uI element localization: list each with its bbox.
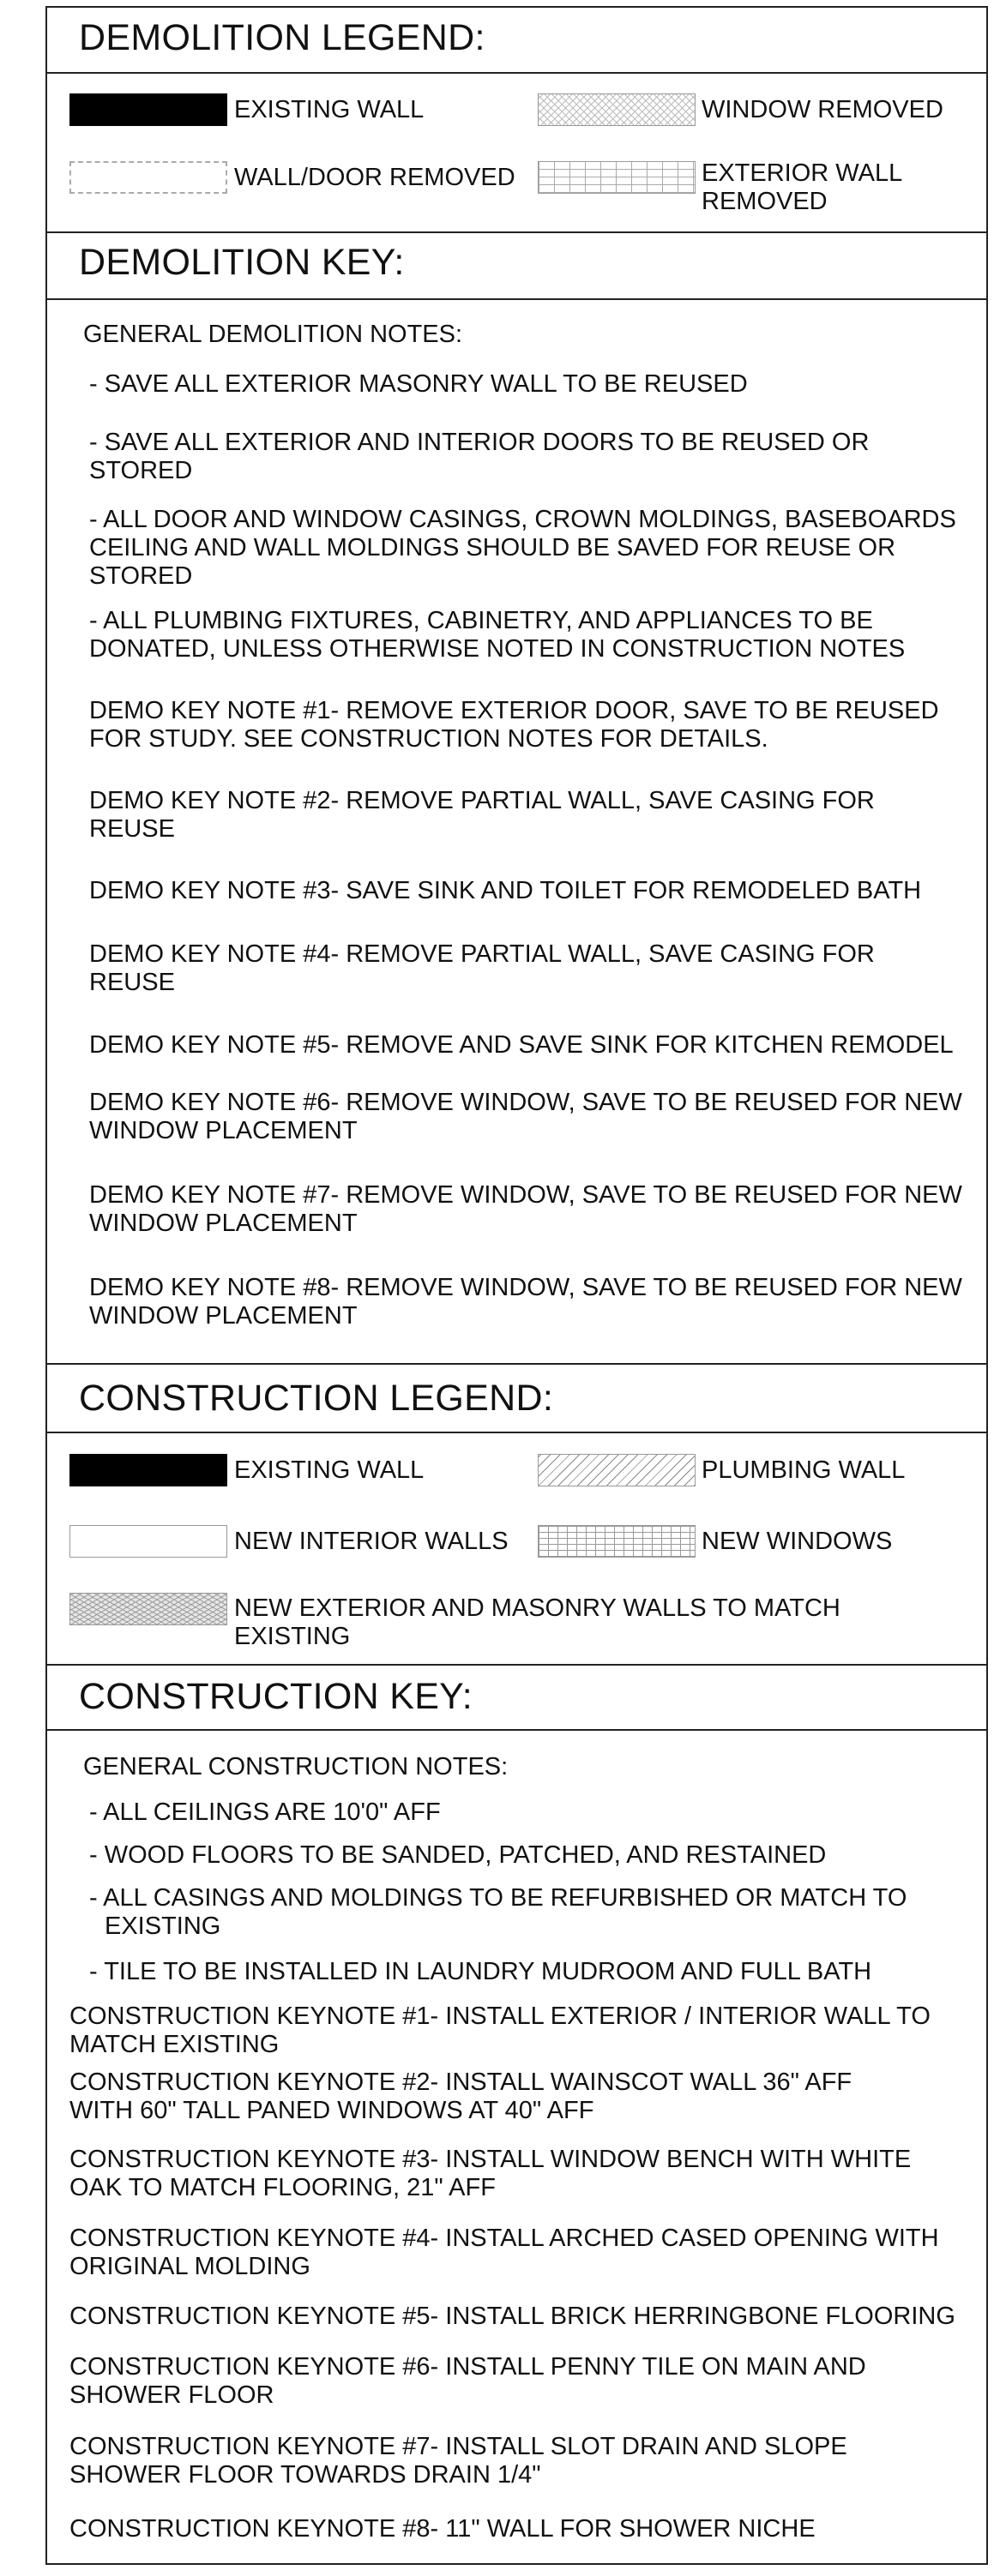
legend-label-wall-door-removed: WALL/DOOR REMOVED	[234, 164, 515, 191]
demo-key-note: DEMO KEY NOTE #3- SAVE SINK AND TOILET FOR REMODELED BATH	[89, 877, 922, 904]
demolition-key-title: DEMOLITION KEY:	[79, 242, 405, 283]
divider	[45, 231, 988, 233]
exterior-wall-removed-swatch	[538, 161, 696, 194]
construction-keynote: CONSTRUCTION KEYNOTE #3- INSTALL WINDOW BENCH WITH WHITE OAK TO MATCH FLOORING, 21" AFF	[69, 2146, 912, 2201]
demolition-general-note: - ALL DOOR AND WINDOW CASINGS, CROWN MOLDINGS, BASEBOARDS CEILING AND WALL MOLDINGS SHOULD BE SAVED FOR REUSE OR STORED	[89, 506, 956, 590]
demolition-general-note: - SAVE ALL EXTERIOR AND INTERIOR DOORS TO BE REUSED OR STORED	[89, 429, 870, 484]
construction-legend-title: CONSTRUCTION LEGEND:	[79, 1378, 554, 1419]
legend-label-new-windows: NEW WINDOWS	[702, 1528, 893, 1555]
existing-wall-swatch	[69, 93, 227, 126]
divider	[45, 1729, 988, 1731]
construction-key-title: CONSTRUCTION KEY:	[79, 1676, 473, 1717]
divider	[45, 1432, 988, 1433]
construction-keynote: CONSTRUCTION KEYNOTE #5- INSTALL BRICK HERRINGBONE FLOORING	[69, 2303, 955, 2330]
plumbing-wall-swatch	[538, 1454, 696, 1486]
new-interior-walls-swatch	[69, 1525, 227, 1558]
construction-general-note: - ALL CEILINGS ARE 10'0" AFF	[89, 1798, 441, 1826]
legend-label-window-removed: WINDOW REMOVED	[702, 96, 943, 123]
construction-keynote: CONSTRUCTION KEYNOTE #6- INSTALL PENNY TILE ON MAIN AND SHOWER FLOOR	[69, 2353, 866, 2409]
demolition-general-note: - SAVE ALL EXTERIOR MASONRY WALL TO BE REUSED	[89, 370, 748, 398]
construction-general-note: - TILE TO BE INSTALLED IN LAUNDRY MUDROOM AND FULL BATH	[89, 1958, 872, 1985]
divider	[45, 72, 988, 74]
new-windows-swatch	[538, 1525, 696, 1558]
divider	[45, 1363, 988, 1365]
general-demolition-notes-heading: GENERAL DEMOLITION NOTES:	[83, 321, 463, 348]
divider	[45, 1664, 988, 1666]
construction-general-note: - ALL CASINGS AND MOLDINGS TO BE REFURBISHED OR MATCH TO EXISTING	[89, 1884, 907, 1940]
legend-label-existing-wall: EXISTING WALL	[234, 96, 425, 123]
divider	[45, 298, 988, 300]
construction-keynote: CONSTRUCTION KEYNOTE #8- 11" WALL FOR SHOWER NICHE	[69, 2515, 816, 2543]
window-removed-swatch	[538, 93, 696, 126]
construction-keynote: CONSTRUCTION KEYNOTE #4- INSTALL ARCHED CASED OPENING WITH ORIGINAL MOLDING	[69, 2225, 939, 2280]
construction-keynote: CONSTRUCTION KEYNOTE #7- INSTALL SLOT DRAIN AND SLOPE SHOWER FLOOR TOWARDS DRAIN 1/4"	[69, 2433, 847, 2489]
demo-key-note: DEMO KEY NOTE #4- REMOVE PARTIAL WALL, SAVE CASING FOR REUSE	[89, 940, 875, 996]
legend-label-new-interior-walls: NEW INTERIOR WALLS	[234, 1528, 509, 1555]
construction-keynote: CONSTRUCTION KEYNOTE #2- INSTALL WAINSCOT WALL 36" AFF WITH 60" TALL PANED WINDOWS AT 40" AFF	[69, 2069, 852, 2124]
demo-key-note: DEMO KEY NOTE #5- REMOVE AND SAVE SINK FOR KITCHEN REMODEL	[89, 1031, 954, 1059]
legend-label-new-exterior-masonry-walls: NEW EXTERIOR AND MASONRY WALLS TO MATCH EXISTING	[234, 1594, 840, 1650]
legend-label-existing-wall: EXISTING WALL	[234, 1456, 425, 1484]
construction-keynote: CONSTRUCTION KEYNOTE #1- INSTALL EXTERIOR / INTERIOR WALL TO MATCH EXISTING	[69, 2003, 931, 2058]
demo-key-note: DEMO KEY NOTE #2- REMOVE PARTIAL WALL, SAVE CASING FOR REUSE	[89, 787, 875, 843]
demo-key-note: DEMO KEY NOTE #1- REMOVE EXTERIOR DOOR, SAVE TO BE REUSED FOR STUDY. SEE CONSTRUCTION NOTES FOR DETAILS.	[89, 697, 939, 753]
general-construction-notes-heading: GENERAL CONSTRUCTION NOTES:	[83, 1753, 509, 1780]
demolition-legend-title: DEMOLITION LEGEND:	[79, 17, 485, 58]
demo-key-note: DEMO KEY NOTE #8- REMOVE WINDOW, SAVE TO BE REUSED FOR NEW WINDOW PLACEMENT	[89, 1274, 962, 1330]
demo-key-note: DEMO KEY NOTE #6- REMOVE WINDOW, SAVE TO BE REUSED FOR NEW WINDOW PLACEMENT	[89, 1089, 962, 1144]
legend-label-plumbing-wall: PLUMBING WALL	[702, 1456, 906, 1484]
wall-door-removed-swatch	[69, 161, 227, 194]
existing-wall-swatch	[69, 1454, 227, 1486]
demolition-general-note: - ALL PLUMBING FIXTURES, CABINETRY, AND APPLIANCES TO BE DONATED, UNLESS OTHERWISE NOTED IN CONSTRUCTION NOTES	[89, 607, 906, 663]
legend-label-exterior-wall-removed: EXTERIOR WALL REMOVED	[702, 159, 902, 215]
demo-key-note: DEMO KEY NOTE #7- REMOVE WINDOW, SAVE TO BE REUSED FOR NEW WINDOW PLACEMENT	[89, 1181, 962, 1237]
construction-general-note: - WOOD FLOORS TO BE SANDED, PATCHED, AND RESTAINED	[89, 1841, 827, 1869]
new-exterior-masonry-walls-swatch	[69, 1593, 227, 1625]
